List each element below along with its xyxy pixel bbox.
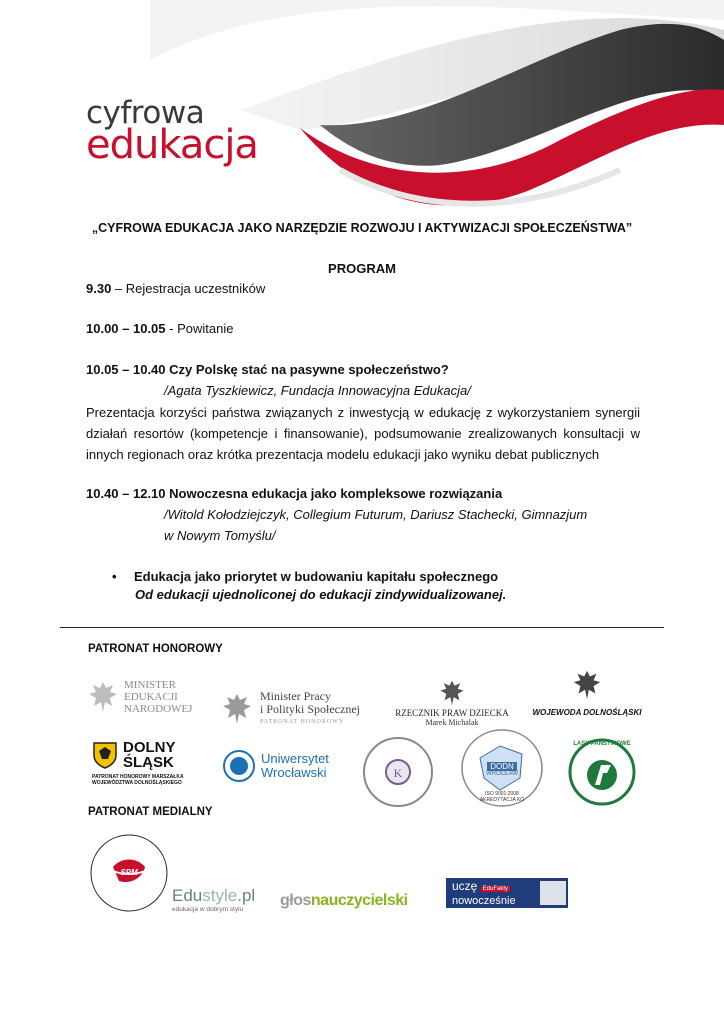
spm-logo	[86, 830, 172, 916]
svg-text:K: K	[393, 766, 403, 780]
university-seal-icon	[222, 749, 256, 783]
glos-nauczycielski-logo	[280, 890, 420, 912]
edustyle-logo	[172, 882, 262, 916]
agenda-time: 10.00 – 10.05	[86, 321, 166, 336]
nowoczesnie-word: nowocześnie	[452, 894, 516, 907]
bullet-dot-icon: •	[112, 569, 117, 584]
uniwersytet-line: Wrocławski	[261, 765, 327, 780]
edustyle-style: style	[202, 885, 238, 905]
agenda-text: - Powitanie	[165, 321, 234, 336]
ucze-nowoczesnie-logo	[446, 878, 568, 908]
lasy-panstwowe-logo	[566, 736, 638, 808]
minister-edukacji-line: NARODOWEJ	[124, 703, 193, 715]
agenda-item-4-speaker-2: w Nowym Tomyślu/	[164, 528, 276, 543]
rzecznik-name: Marek Michalak	[425, 717, 479, 727]
bullet-line-2: Od edukacji ujednoliconej do edukacji zindywidualizowanej.	[135, 587, 507, 602]
edustyle-pl: .pl	[237, 885, 256, 905]
agenda-item-2	[86, 321, 233, 336]
shield-icon	[92, 741, 118, 769]
minister-pracy-line: Minister Pracy	[260, 688, 331, 703]
dodn-city: WROCŁAW	[486, 770, 518, 777]
bullet-line-1: Edukacja jako priorytet w budowaniu kapitału społecznego	[134, 569, 499, 584]
agenda-item-4-heading: 10.40 – 12.10 Nowoczesna edukacja jako kompleksowe rozwiązania	[86, 486, 503, 501]
uniwersytet-line: Uniwersytet	[261, 751, 329, 766]
dodn-iso: ISO 9001:2008	[485, 790, 519, 797]
agenda-item-3-heading: 10.05 – 10.40 Czy Polskę stać na pasywne społeczeństwo?	[86, 362, 449, 377]
eagle-icon	[438, 678, 466, 708]
logo-line-1: cyfrowa	[86, 95, 205, 131]
agenda-item-3-description: Prezentacja korzyści państwa związanych z inwestycją w edukację z wykorzystaniem synergii działań resortów (kompetencje i finansowanie), podsumowanie zrealizowanych konsultacji w innych regionach oraz krótka prezentacja modelu edukacji jako wyniku debat publicznych	[86, 405, 640, 462]
agenda-item-4-speaker-1: /Witold Kołodziejczyk, Collegium Futurum, Dariusz Stachecki, Gimnazjum	[164, 507, 588, 522]
minister-edukacji-line: EDUKACJI	[124, 691, 178, 703]
uniwersytet-wroclawski-logo	[222, 744, 362, 788]
agenda-text: – Rejestracja uczestników	[111, 281, 266, 296]
glos-part: głos	[280, 892, 311, 909]
document-title: „CYFROWA EDUKACJA JAKO NARZĘDZIE ROZWOJU I AKTYWIZACJI SPOŁECZEŃSTWA”	[91, 221, 633, 235]
cyfrowa-edukacja-logo	[86, 95, 258, 168]
eagle-icon	[220, 691, 254, 727]
lasy-seal-icon	[567, 737, 637, 807]
wojewoda-label: WOJEWODA DOLNOŚLĄSKI	[532, 707, 642, 717]
dodn-logo	[460, 728, 544, 818]
program-heading: PROGRAM	[328, 261, 396, 276]
edufakty-badge: EduFakty	[482, 885, 509, 892]
minister-edukacji-line: MINISTER	[124, 679, 176, 691]
section-divider	[60, 627, 664, 628]
lasy-label: LASY PAŃSTWOWE	[573, 741, 631, 747]
ucze-side-graphic	[540, 881, 566, 905]
eagle-icon	[86, 679, 120, 715]
rzecznik-title: RZECZNIK PRAW DZIECKA	[395, 707, 509, 718]
dolny-slask-line: ŚLĄSK	[123, 754, 174, 771]
edustyle-edu: Edu	[172, 885, 203, 905]
wojewoda-dolnoslaski-logo	[528, 660, 646, 724]
agenda-time: 9.30	[86, 281, 112, 296]
nauczycielski-part: nauczycielski	[310, 892, 408, 909]
dolny-slask-caption: WOJEWÓDZTWA DOLNOŚLĄSKIEGO	[92, 780, 182, 786]
eagle-icon	[571, 668, 603, 702]
minister-edukacji-logo	[86, 674, 206, 720]
dodn-label: DODN	[487, 762, 517, 771]
dodn-akredytacja: AKREDYTACJA KO	[479, 796, 525, 803]
spm-short: SPM	[120, 868, 138, 877]
dolny-slask-line: DOLNY	[123, 739, 176, 756]
minister-pracy-caption: PATRONAT HONOROWY	[260, 718, 345, 725]
agenda-item-3-speaker: /Agata Tyszkiewicz, Fundacja Innowacyjna Edukacja/	[164, 383, 471, 398]
agenda-item-1	[86, 281, 265, 296]
minister-pracy-line: i Polityki Społecznej	[260, 701, 360, 716]
kuratorium-seal-icon	[361, 735, 435, 809]
kuratorium-oswiaty-logo	[360, 734, 436, 810]
logo-line-2: edukacja	[86, 122, 258, 168]
honorary-heading: PATRONAT HONOROWY	[88, 643, 223, 655]
edustyle-tagline: edukacja w dobrym stylu	[172, 905, 244, 913]
dolny-slask-caption: PATRONAT HONOROWY MARSZAŁKA	[92, 774, 184, 780]
media-heading: PATRONAT MEDIALNY	[88, 806, 213, 818]
dolny-slask-logo	[92, 740, 202, 796]
ucze-word: uczę	[452, 878, 478, 893]
